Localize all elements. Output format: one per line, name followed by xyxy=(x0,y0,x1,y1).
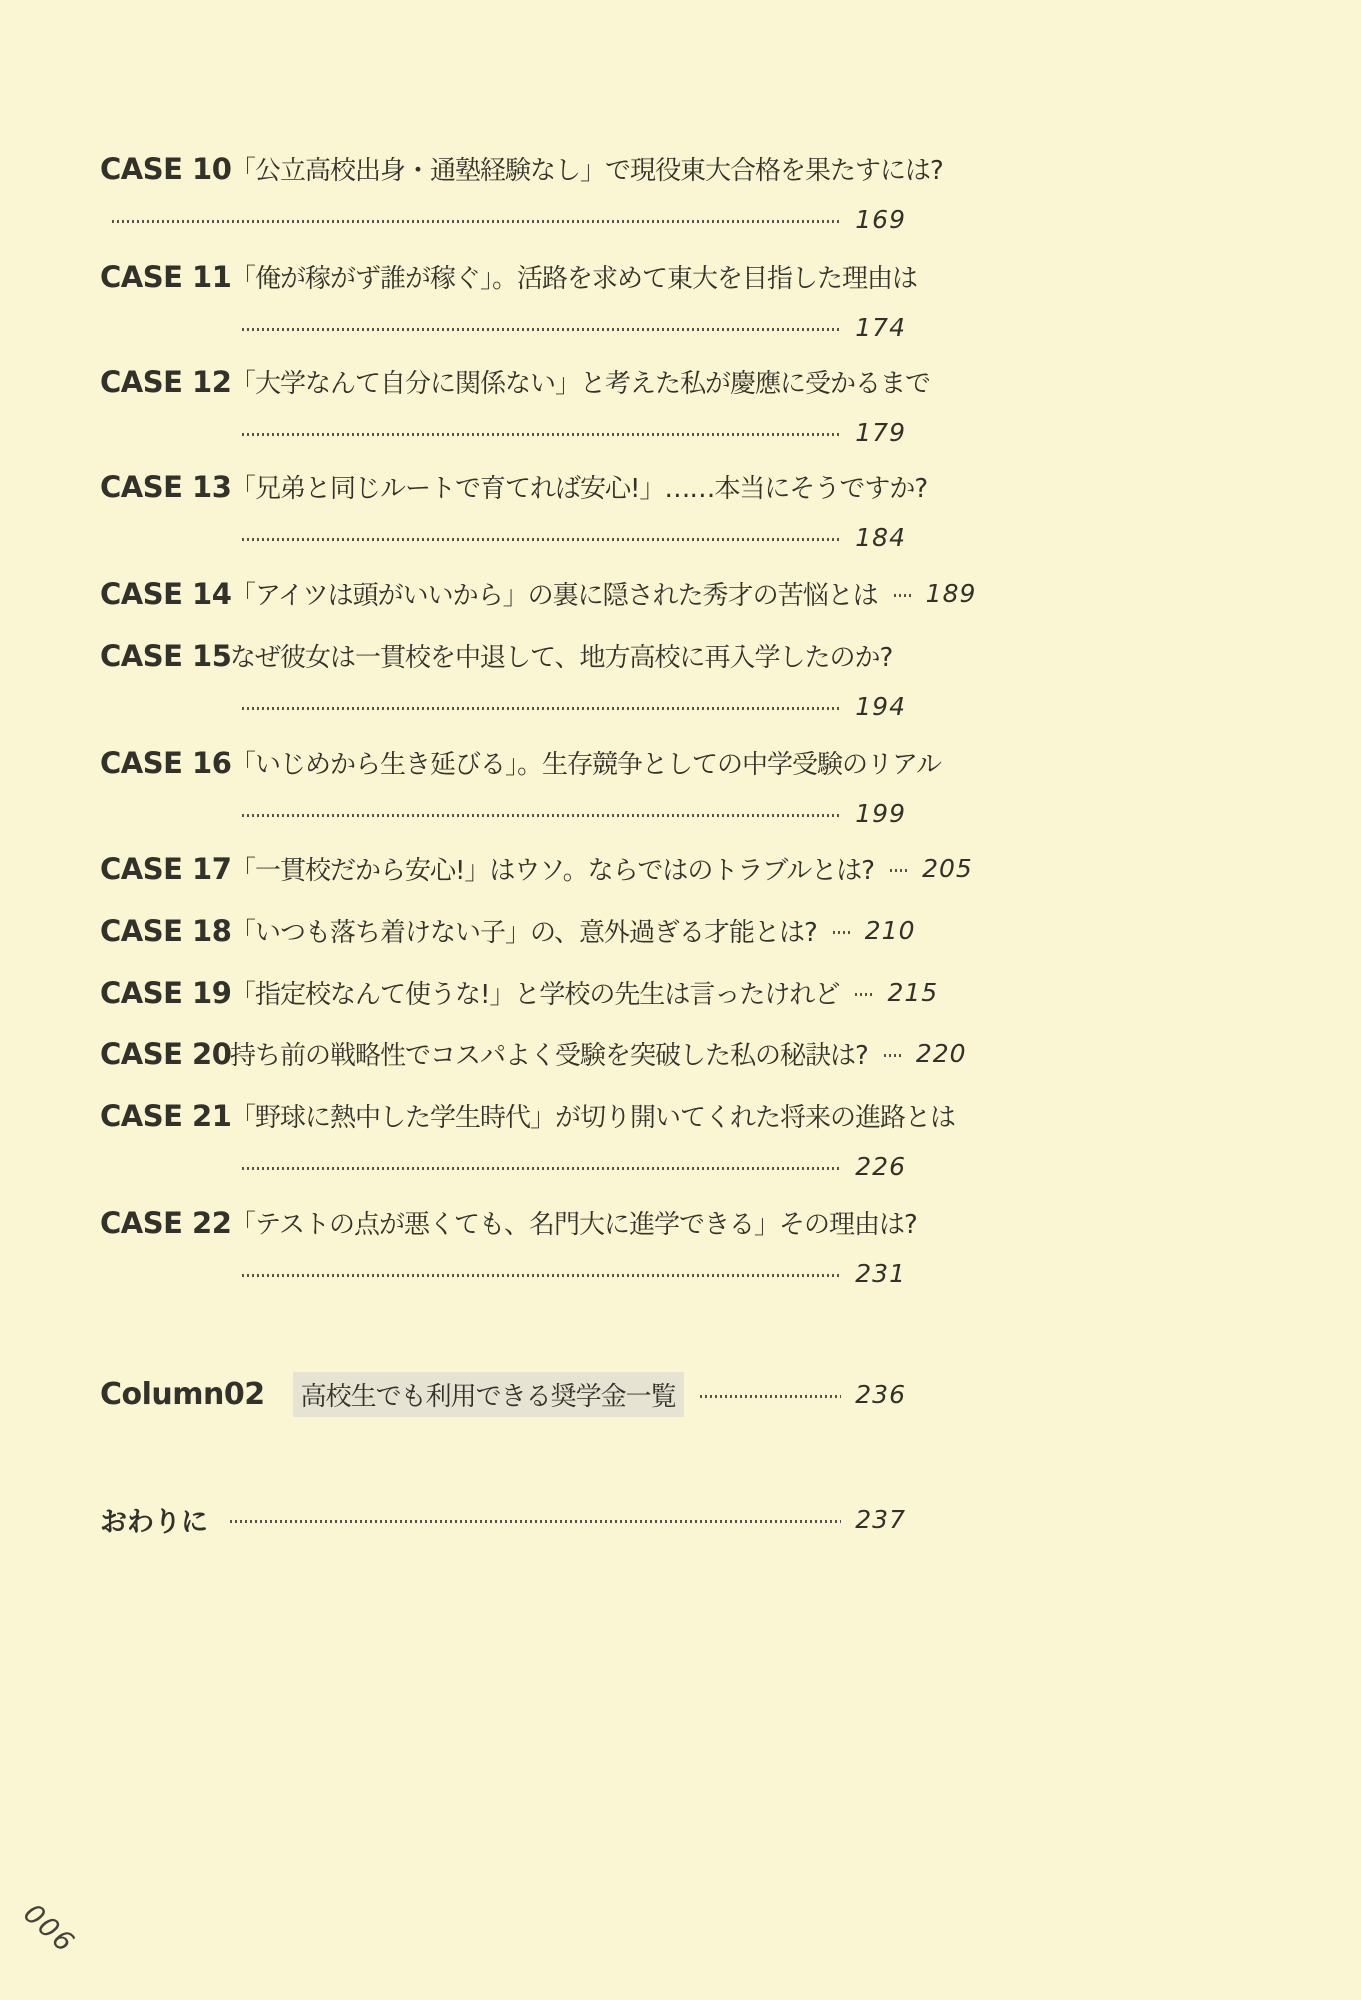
afterword-label: おわりに xyxy=(100,1507,208,1538)
toc-entry-case10 xyxy=(100,150,943,234)
page-number: 184 xyxy=(855,523,906,552)
case-label: CASE 15 xyxy=(100,638,232,673)
dotted-leader xyxy=(242,433,841,436)
toc-entry-case12 xyxy=(100,363,931,447)
page-number: 199 xyxy=(855,799,906,828)
dotted-leader xyxy=(242,814,841,817)
page-number: 189 xyxy=(925,579,977,608)
dotted-leader xyxy=(242,328,841,331)
case-label: CASE 17 xyxy=(100,851,232,886)
toc-entry-case18 xyxy=(100,912,916,949)
case-label: CASE 18 xyxy=(100,913,232,948)
case-label: CASE 11 xyxy=(100,259,232,294)
entry-title: 「いじめから生き延びる」。生存競争としての中学受験のリアル xyxy=(230,750,941,780)
entry-title: 持ち前の戦略性でコスパよく受験を突破した私の秘訣は? xyxy=(230,1041,868,1071)
page-number: 215 xyxy=(887,978,939,1007)
toc-entry-case20 xyxy=(100,1035,967,1072)
case-label: CASE 21 xyxy=(100,1098,232,1133)
toc-entry-case13 xyxy=(100,468,928,552)
case-label: CASE 19 xyxy=(100,975,232,1010)
case-label: CASE 22 xyxy=(100,1205,232,1240)
page-number: 179 xyxy=(855,418,906,447)
folio-page-number: 006 xyxy=(17,1898,81,1960)
entry-title: なぜ彼女は一貫校を中退して、地方高校に再入学したのか? xyxy=(230,643,893,673)
dotted-leader xyxy=(242,1167,841,1170)
page-number: 226 xyxy=(855,1152,906,1181)
page-number: 220 xyxy=(915,1039,967,1068)
toc-entry-column02 xyxy=(100,1372,906,1417)
toc-entry-case16 xyxy=(100,744,941,828)
toc-entry-case21 xyxy=(100,1097,956,1181)
entry-title: 「公立高校出身・通塾経験なし」で現役東大合格を果たすには? xyxy=(230,156,943,186)
page-number: 194 xyxy=(855,692,906,721)
case-label: CASE 14 xyxy=(100,576,232,611)
entry-title: 「いつも落ち着けない子」の、意外過ぎる才能とは? xyxy=(230,918,817,948)
toc-entry-afterword xyxy=(100,1500,906,1539)
toc-entry-case11 xyxy=(100,258,918,342)
case-label: CASE 12 xyxy=(100,364,232,399)
page-number: 231 xyxy=(855,1259,906,1288)
dotted-leader xyxy=(242,538,841,541)
case-label: CASE 20 xyxy=(100,1036,232,1071)
case-label: CASE 10 xyxy=(100,151,232,186)
entry-title: 「アイツは頭がいいから」の裏に隠された秀才の苦悩とは xyxy=(230,581,878,611)
page-number: 210 xyxy=(864,916,916,945)
page-number: 174 xyxy=(855,313,906,342)
entry-title: 「兄弟と同じルートで育てれば安心!」……本当にそうですか? xyxy=(230,474,928,504)
toc-entry-case15 xyxy=(100,637,906,721)
dotted-leader xyxy=(884,1054,902,1057)
dotted-leader xyxy=(230,1520,841,1523)
dotted-leader xyxy=(890,869,908,872)
entry-title: 「一貫校だから安心!」はウソ。ならではのトラブルとは? xyxy=(230,856,875,886)
page-number: 237 xyxy=(855,1505,906,1534)
entry-title: 「テストの点が悪くても、名門大に進学できる」その理由は? xyxy=(230,1210,917,1240)
page-number: 236 xyxy=(855,1380,906,1409)
dotted-leader xyxy=(242,1274,841,1277)
case-label: CASE 13 xyxy=(100,469,232,504)
page-number: 169 xyxy=(855,205,906,234)
toc-entry-case19 xyxy=(100,974,939,1011)
toc-entry-case14 xyxy=(100,575,977,612)
dotted-leader xyxy=(242,707,841,710)
toc-entry-case17 xyxy=(100,850,973,887)
dotted-leader xyxy=(112,220,841,223)
entry-title: 「俺が稼がず誰が稼ぐ」。活路を求めて東大を目指した理由は xyxy=(230,264,918,294)
dotted-leader xyxy=(855,993,873,996)
page-number: 205 xyxy=(922,854,973,883)
entry-title: 「大学なんて自分に関係ない」と考えた私が慶應に受かるまで xyxy=(230,369,931,399)
column-title: 高校生でも利用できる奨学金一覧 xyxy=(293,1372,684,1417)
dotted-leader xyxy=(700,1395,842,1398)
entry-title: 「指定校なんて使うな!」と学校の先生は言ったけれど xyxy=(230,980,840,1010)
entry-title: 「野球に熱中した学生時代」が切り開いてくれた将来の進路とは xyxy=(230,1103,956,1133)
toc-entry-case22 xyxy=(100,1204,917,1288)
case-label: CASE 16 xyxy=(100,745,232,780)
dotted-leader xyxy=(833,931,851,934)
dotted-leader xyxy=(894,594,912,597)
column-label: Column02 xyxy=(100,1377,265,1412)
